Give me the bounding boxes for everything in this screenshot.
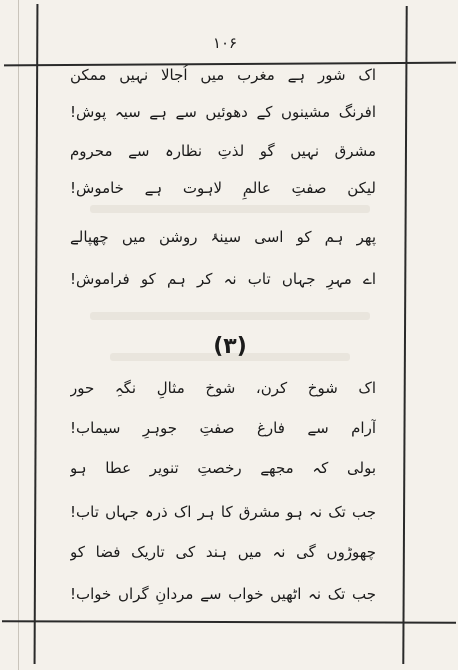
page-number: ۱۰۶ xyxy=(212,34,238,52)
page-edge-line xyxy=(18,0,19,670)
section-number: (۳) xyxy=(213,334,247,359)
verse-line: اک شور ہے مغرب میں اُجالا نہیں ممکن xyxy=(70,66,376,84)
verse-line: پھر ہم کو اسی سینۂ روشن میں چھپالے xyxy=(70,228,376,246)
verse-line: جب تک نہ ہو مشرق کا ہر اک ذرہ جہاں تاب! xyxy=(70,503,376,521)
verse-line: مشرق نہیں گو لذتِ نظارہ سے محروم xyxy=(70,142,376,160)
show-through-mark xyxy=(90,205,370,213)
verse-line: لیکن صفتِ عالمِ لاہوت ہے خاموش! xyxy=(70,179,376,197)
verse-line: اک شوخ کرن، شوخ مثالِ نگہِ حور xyxy=(70,379,376,397)
verse-line: آرام سے فارغ صفتِ جوہرِ سیماب! xyxy=(70,419,376,437)
left-border-line xyxy=(34,4,39,664)
verse-line: بولی کہ مجھے رخصتِ تنویر عطا ہو xyxy=(70,459,376,477)
verse-line: چھوڑوں گی نہ میں ہند کی تاریک فضا کو xyxy=(70,543,376,561)
verse-line: اے مہرِ جہاں تاب نہ کر ہم کو فراموش! xyxy=(70,270,376,288)
bottom-border-line xyxy=(2,620,456,623)
verse-line: افرنگ مشینوں کے دھوئیں سے ہے سیہ پوش! xyxy=(70,103,376,121)
show-through-mark xyxy=(90,312,370,320)
right-border-line xyxy=(402,6,407,664)
verse-line: جب تک نہ اٹھیں خواب سے مردانِ گراں خواب! xyxy=(70,585,376,603)
